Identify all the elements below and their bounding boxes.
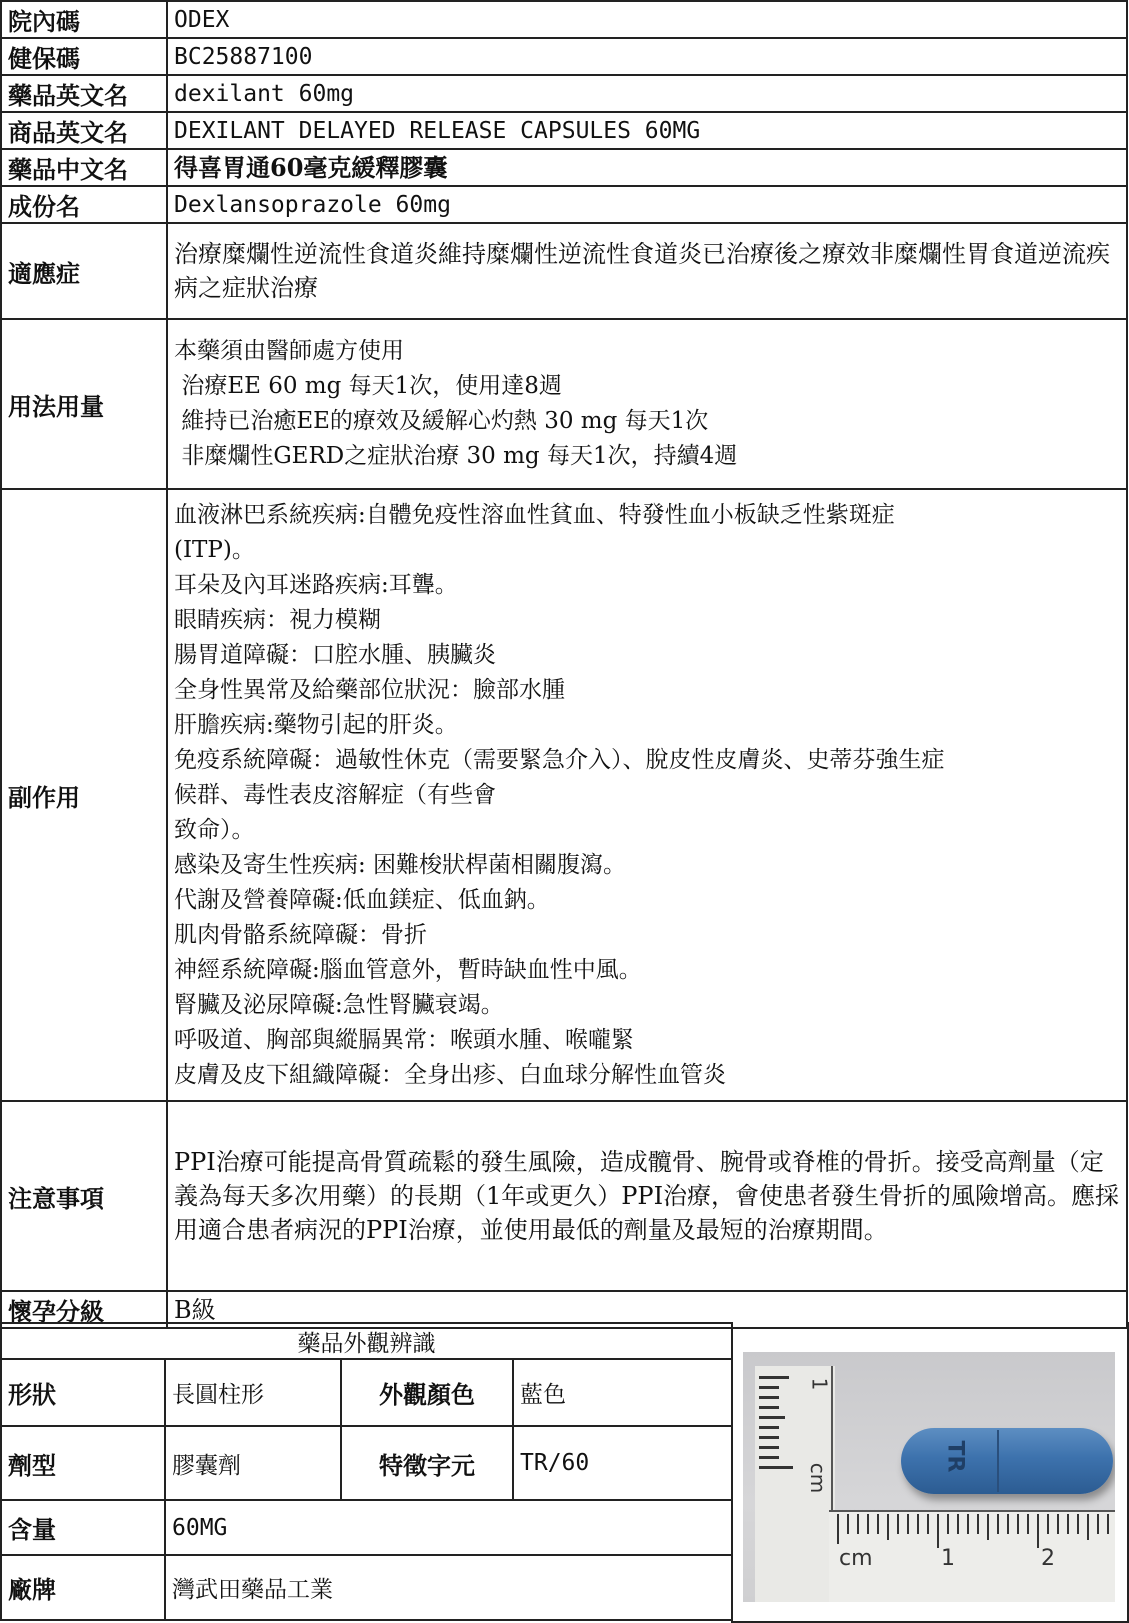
row-form-imprint bbox=[1, 1426, 732, 1500]
side-effect-line: 候群、毒性表皮溶解症（有些會 bbox=[174, 781, 496, 808]
side-effect-line: 神經系統障礙:腦血管意外，暫時缺血性中風。 bbox=[174, 956, 642, 983]
row-shape-color bbox=[1, 1359, 732, 1426]
value-pregnancy: B級 bbox=[167, 1291, 1127, 1328]
side-effect-line: (ITP)。 bbox=[174, 536, 255, 563]
value-indication: 治療糜爛性逆流性食道炎維持糜爛性逆流性食道炎已治療後之療效非糜爛性胃食道逆流疾病之症狀治療 bbox=[167, 223, 1127, 319]
label-drug-en-name: 藥品英文名 bbox=[1, 75, 167, 112]
side-effect-line: 腎臟及泌尿障礙:急性腎臟衰竭。 bbox=[174, 991, 504, 1018]
row-nhi-code bbox=[1, 38, 1127, 75]
appearance-header: 藥品外觀辨識 bbox=[1, 1323, 732, 1359]
row-drug-en-name bbox=[1, 75, 1127, 112]
side-effect-line: 肌肉骨骼系統障礙：骨折 bbox=[174, 921, 427, 948]
capsule-imprint: TR bbox=[942, 1440, 968, 1473]
side-effect-line: 皮膚及皮下組織障礙：全身出疹、白血球分解性血管炎 bbox=[174, 1061, 726, 1088]
row-hospital-code bbox=[1, 1, 1127, 38]
ruler-mark-2: 2 bbox=[1041, 1546, 1055, 1571]
label-drug-zh-name: 藥品中文名 bbox=[1, 149, 167, 186]
value-shape: 長圓柱形 bbox=[165, 1359, 341, 1426]
value-precautions: PPI治療可能提高骨質疏鬆的發生風險，造成髖骨、腕骨或脊椎的骨折。接受高劑量（定義為每天多次用藥）的長期（1年或更久）PPI治療，會使患者發生骨折的風險增高。應採用適合患者病況的PPI治療，並使用最低的劑量及最短的治療期間。 bbox=[167, 1101, 1127, 1291]
appearance-header-row bbox=[1, 1323, 732, 1359]
side-effect-line: 血液淋巴系統疾病:自體免疫性溶血性貧血、特發性血小板缺乏性紫斑症 bbox=[174, 501, 895, 528]
label-imprint: 特徵字元 bbox=[341, 1426, 513, 1500]
value-drug-en-name: dexilant 60mg bbox=[167, 75, 1127, 112]
label-ingredient: 成份名 bbox=[1, 186, 167, 223]
row-drug-zh-name bbox=[1, 149, 1127, 186]
value-maker: 灣武田藥品工業 bbox=[165, 1555, 732, 1620]
value-imprint: TR/60 bbox=[513, 1426, 732, 1500]
label-side-effects: 副作用 bbox=[1, 489, 167, 1101]
row-indication bbox=[1, 223, 1127, 319]
side-effect-line: 免疫系統障礙：過敏性休克（需要緊急介入）、脫皮性皮膚炎、史蒂芬強生症 bbox=[174, 746, 945, 773]
side-effect-line: 肝膽疾病:藥物引起的肝炎。 bbox=[174, 711, 458, 738]
ruler-unit-v: cm bbox=[806, 1462, 831, 1494]
side-effect-line: 呼吸道、胸部與縱膈異常：喉頭水腫、喉嚨緊 bbox=[174, 1026, 634, 1053]
label-pregnancy: 懷孕分級 bbox=[1, 1291, 167, 1328]
dosage-line: 維持已治癒EE的療效及緩解心灼熱 30 mg 每天1次 bbox=[174, 408, 709, 434]
value-nhi-code: BC25887100 bbox=[167, 38, 1127, 75]
label-dosage: 用法用量 bbox=[1, 319, 167, 489]
row-precautions bbox=[1, 1101, 1127, 1291]
label-maker: 廠牌 bbox=[1, 1555, 165, 1620]
capsule-image bbox=[901, 1428, 1113, 1494]
vertical-ruler bbox=[755, 1366, 835, 1602]
row-dosage bbox=[1, 319, 1127, 489]
side-effect-line: 眼睛疾病：視力模糊 bbox=[174, 606, 381, 633]
row-content bbox=[1, 1500, 732, 1555]
value-hospital-code: ODEX bbox=[167, 1, 1127, 38]
pill-photo bbox=[743, 1352, 1115, 1602]
side-effect-line: 耳朵及內耳迷路疾病:耳聾。 bbox=[174, 571, 458, 598]
label-shape: 形狀 bbox=[1, 1359, 165, 1426]
value-drug-zh-name: 得喜胃通60毫克緩釋膠囊 bbox=[167, 149, 1127, 186]
label-color: 外觀顏色 bbox=[341, 1359, 513, 1426]
value-form: 膠囊劑 bbox=[165, 1426, 341, 1500]
label-indication: 適應症 bbox=[1, 223, 167, 319]
label-hospital-code: 院內碼 bbox=[1, 1, 167, 38]
side-effect-line: 致命）。 bbox=[174, 816, 255, 843]
appearance-table bbox=[0, 1322, 733, 1621]
label-form: 劑型 bbox=[1, 1426, 165, 1500]
value-dosage bbox=[167, 319, 1127, 489]
dosage-line: 治療EE 60 mg 每天1次，使用達8週 bbox=[174, 373, 562, 399]
row-ingredient bbox=[1, 186, 1127, 223]
value-ingredient: Dexlansoprazole 60mg bbox=[167, 186, 1127, 223]
dosage-line: 非糜爛性GERD之症狀治療 30 mg 每天1次，持續4週 bbox=[174, 443, 738, 469]
row-side-effects bbox=[1, 489, 1127, 1101]
side-effect-line: 代謝及營養障礙:低血鎂症、低血鈉。 bbox=[174, 886, 550, 913]
row-maker bbox=[1, 1555, 732, 1620]
ruler-mark-1: 1 bbox=[941, 1546, 955, 1571]
label-nhi-code: 健保碼 bbox=[1, 38, 167, 75]
ruler-unit-h: cm bbox=[839, 1546, 873, 1571]
value-content: 60MG bbox=[165, 1500, 732, 1555]
row-brand-en-name bbox=[1, 112, 1127, 149]
label-precautions: 注意事項 bbox=[1, 1101, 167, 1291]
capsule-seam bbox=[997, 1430, 999, 1492]
side-effect-line: 全身性異常及給藥部位狀況：臉部水腫 bbox=[174, 676, 565, 703]
value-brand-en-name: DEXILANT DELAYED RELEASE CAPSULES 60MG bbox=[167, 112, 1127, 149]
ruler-mark-v: 1 bbox=[807, 1377, 832, 1391]
value-side-effects bbox=[167, 489, 1127, 1101]
label-brand-en-name: 商品英文名 bbox=[1, 112, 167, 149]
pill-photo-frame bbox=[731, 1322, 1129, 1623]
side-effect-line: 腸胃道障礙：口腔水腫、胰臟炎 bbox=[174, 641, 496, 668]
label-content: 含量 bbox=[1, 1500, 165, 1555]
horizontal-ruler bbox=[829, 1510, 1115, 1602]
side-effect-line: 感染及寄生性疾病: 困難梭狀桿菌相關腹瀉。 bbox=[174, 851, 627, 878]
value-color: 藍色 bbox=[513, 1359, 732, 1426]
dosage-line: 本藥須由醫師處方使用 bbox=[174, 338, 404, 364]
